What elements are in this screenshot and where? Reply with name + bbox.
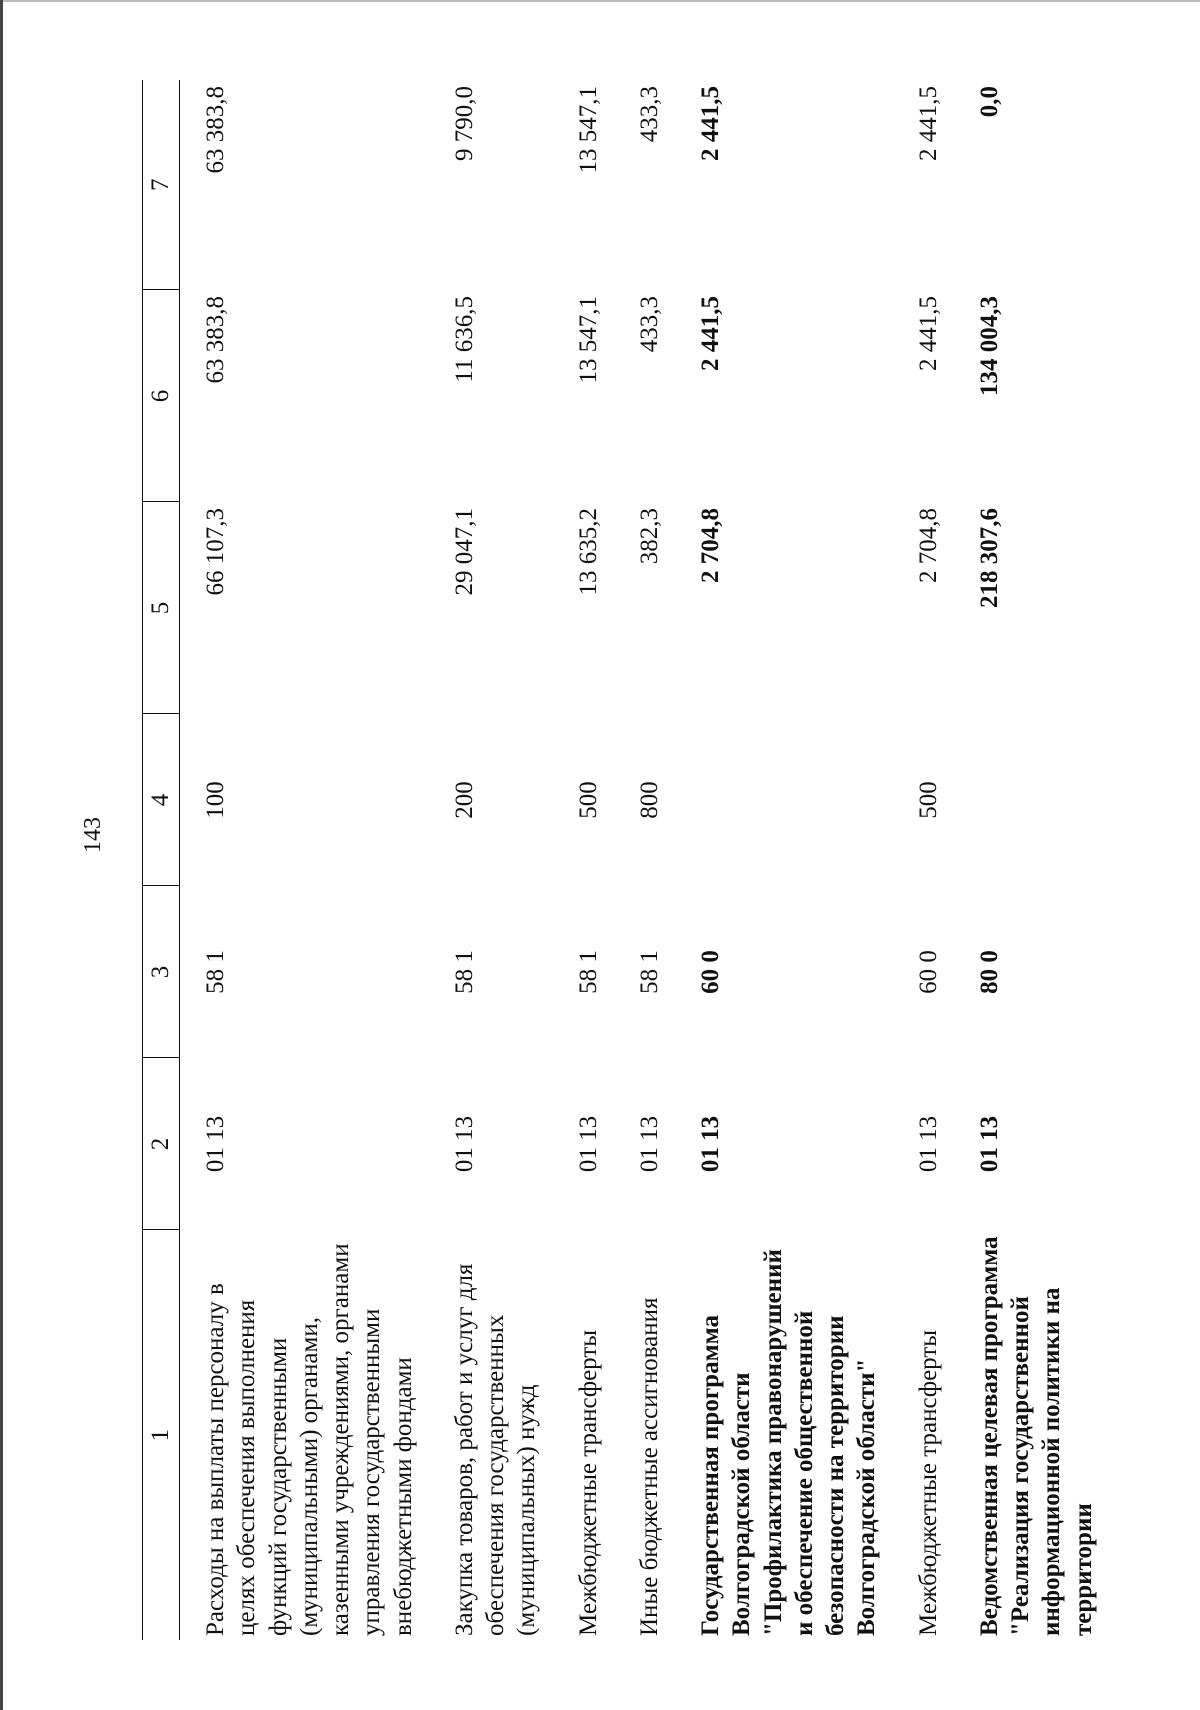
expense-type-code xyxy=(954,714,1109,886)
amount-col-6: 433,3 xyxy=(635,296,663,353)
section-code: 01 13 xyxy=(975,1115,1003,1173)
budget-table xyxy=(142,80,1109,1640)
expense-type-code: 500 xyxy=(574,781,602,819)
amount-col-6: 2 441,5 xyxy=(914,296,942,371)
table-row xyxy=(180,80,429,1640)
column-header-3: 3 xyxy=(143,886,180,1058)
amount-col-5: 2 704,8 xyxy=(697,508,724,583)
row-name: Ведомственная целевая программа "Реализация государственной информационной политики на территории xyxy=(975,1236,1097,1636)
section-code: 01 13 xyxy=(635,1115,663,1173)
amount-col-5: 218 307,6 xyxy=(975,508,1003,608)
column-header-5: 5 xyxy=(143,502,180,714)
section-code: 01 13 xyxy=(697,1115,724,1173)
expense-type-code: 100 xyxy=(202,781,229,819)
amount-col-6: 11 636,5 xyxy=(450,296,478,383)
table-row xyxy=(553,80,614,1640)
row-name: Межбюджетные трансферты xyxy=(914,1329,942,1636)
row-name: Расходы на выплаты персоналу в целях обеспечения выполнения функций государственными (муниципальными) органами, казенными учреждениями, органами управления государственными внебюджетными фондами xyxy=(202,1243,417,1636)
amount-col-6: 2 441,5 xyxy=(697,296,724,371)
amount-col-7: 13 547,1 xyxy=(574,86,602,174)
row-name: Государственная программа Волгоградской области "Профилактика правонарушений и обеспечение общественной безопасности на территории Волгоградской области" xyxy=(697,1249,881,1636)
row-name: Закупка товаров, работ и услуг для обеспечения государственных (муниципальных) нужд xyxy=(450,1263,541,1636)
program-code: 60 0 xyxy=(914,950,942,994)
amount-col-6: 134 004,3 xyxy=(975,296,1003,396)
section-code: 01 13 xyxy=(202,1115,229,1173)
expense-type-code xyxy=(675,714,893,886)
table-row xyxy=(893,80,954,1640)
table-header-row xyxy=(143,80,180,1640)
amount-col-7: 2 441,5 xyxy=(914,86,942,161)
amount-col-7: 63 383,8 xyxy=(202,86,229,174)
column-header-2: 2 xyxy=(143,1058,180,1230)
amount-col-7: 433,3 xyxy=(635,86,663,143)
program-code: 58 1 xyxy=(574,950,602,994)
column-header-7: 7 xyxy=(143,80,180,290)
row-name: Иные бюджетные ассигнования xyxy=(635,1297,663,1636)
row-name: Межбюджетные трансферты xyxy=(574,1329,602,1636)
table-row xyxy=(614,80,675,1640)
section-code: 01 13 xyxy=(450,1115,478,1173)
table-row xyxy=(954,80,1109,1640)
table-row xyxy=(429,80,553,1640)
table-row xyxy=(675,80,893,1640)
column-header-1: 1 xyxy=(143,1230,180,1640)
amount-col-6: 63 383,8 xyxy=(202,296,229,384)
program-code: 60 0 xyxy=(697,950,724,994)
amount-col-5: 382,3 xyxy=(635,508,663,565)
program-code: 58 1 xyxy=(635,950,663,994)
program-code: 58 1 xyxy=(450,950,478,994)
amount-col-7: 9 790,0 xyxy=(450,86,478,161)
section-code: 01 13 xyxy=(914,1115,942,1173)
amount-col-5: 29 047,1 xyxy=(450,508,478,596)
amount-col-5: 2 704,8 xyxy=(914,508,942,583)
page-number: 143 xyxy=(80,817,106,853)
section-code: 01 13 xyxy=(574,1115,602,1173)
amount-col-5: 13 635,2 xyxy=(574,508,602,596)
amount-col-7: 2 441,5 xyxy=(697,86,724,161)
expense-type-code: 500 xyxy=(914,781,942,819)
amount-col-5: 66 107,3 xyxy=(202,508,229,596)
program-code: 80 0 xyxy=(975,950,1003,994)
expense-type-code: 800 xyxy=(635,781,663,819)
amount-col-6: 13 547,1 xyxy=(574,296,602,384)
column-header-6: 6 xyxy=(143,290,180,502)
amount-col-7: 0,0 xyxy=(975,86,1003,118)
expense-type-code: 200 xyxy=(450,781,478,819)
program-code: 58 1 xyxy=(202,950,229,994)
column-header-4: 4 xyxy=(143,714,180,886)
